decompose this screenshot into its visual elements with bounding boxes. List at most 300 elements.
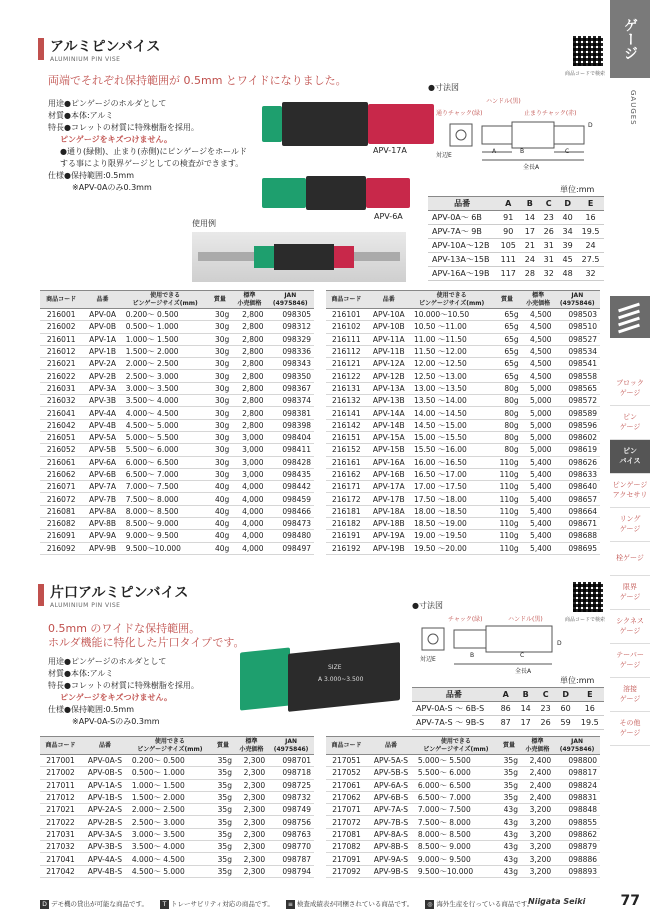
table-cell: 35g (211, 828, 235, 840)
table-cell: APV-0A〜 6B (428, 211, 496, 225)
table-row (40, 828, 314, 840)
table-cell: 65g (492, 321, 521, 333)
table-cell: 32 (539, 267, 558, 281)
table-cell: 3,200 (521, 853, 554, 865)
legend-icon: D (40, 900, 49, 909)
table-cell: 30g (207, 309, 232, 321)
table-cell: 87 (496, 716, 516, 730)
table-cell: 098589 (555, 407, 600, 419)
table-cell: 098510 (555, 321, 600, 333)
table-cell: 217051 (326, 755, 367, 767)
footer-legend-item: T トレーサビリティ対応の商品です。 (160, 899, 274, 909)
table-row (40, 779, 314, 791)
table-header: 品番 (367, 291, 411, 309)
table-cell: 217031 (40, 828, 81, 840)
table-cell: 5,400 (522, 530, 555, 542)
table-cell: 3,000 (232, 456, 266, 468)
table-cell: 31 (539, 239, 558, 253)
table-cell: 5,000 (522, 444, 555, 456)
table-cell: 30g (207, 444, 232, 456)
table-row (326, 816, 600, 828)
side-category-english: GAUGES (629, 90, 637, 126)
section1-subtitle: ALUMINIUM PIN VISE (50, 56, 121, 63)
table-cell: 098886 (554, 853, 600, 865)
table-row (326, 456, 600, 468)
table-cell: 4.000〜 4.500 (129, 853, 211, 865)
table-cell: 5.500〜 6.000 (415, 767, 497, 779)
table-cell: 216142 (326, 419, 367, 431)
table-cell: 40g (207, 518, 232, 530)
table-cell: 216102 (326, 321, 367, 333)
table-cell: 098336 (267, 345, 314, 357)
table-cell: 43g (497, 828, 521, 840)
table-cell: APV-6B-S (367, 791, 415, 803)
table-cell: 6.500〜 7.000 (123, 468, 208, 480)
table-cell: 3.500〜 4.000 (129, 841, 211, 853)
table-header: JAN (4975846) (268, 737, 314, 755)
table-row (326, 407, 600, 419)
table-cell: 098725 (268, 779, 314, 791)
table-cell: 30g (207, 321, 232, 333)
table-cell: APV-0B-S (81, 767, 129, 779)
table-row (326, 345, 600, 357)
diagram-label: ハンドル(黒) (508, 616, 543, 623)
table-header: 標準 小売価格 (232, 291, 266, 309)
table-cell: 4,500 (522, 309, 555, 321)
table-cell: 0.200〜 0.500 (123, 309, 208, 321)
table-cell: 2.000〜 2.500 (129, 804, 211, 816)
table-cell: 40g (207, 542, 232, 554)
table-cell: 14.00 〜14.50 (411, 407, 492, 419)
table-cell: APV-4B-S (81, 865, 129, 877)
table-row (40, 395, 314, 407)
diagram-label: 対辺E (436, 152, 452, 159)
table-cell: 7.500〜 8.000 (123, 493, 208, 505)
table-cell: 216072 (40, 493, 82, 505)
table-cell: 0.500〜 1.000 (129, 767, 211, 779)
diagram-label: C (565, 148, 570, 155)
table-cell: 110g (492, 481, 521, 493)
brand-logo: Niigata Seiki (528, 897, 586, 906)
table-cell: 0.500〜 1.000 (123, 321, 208, 333)
table-cell: APV-7A-S 〜 9B-S (412, 716, 496, 730)
section1-title: アルミピンバイス (50, 39, 161, 55)
table-row (40, 865, 314, 877)
table-cell: 65g (492, 370, 521, 382)
table-cell: 216171 (326, 481, 367, 493)
page-number: 77 (620, 893, 640, 909)
table-cell: 217071 (326, 804, 367, 816)
dimension-table (412, 687, 604, 730)
table-cell: 86 (496, 702, 516, 716)
table-cell: 110g (492, 493, 521, 505)
table-row (40, 358, 314, 370)
diagram-label: D (588, 122, 593, 129)
table-cell: 7.000〜 7.500 (123, 481, 208, 493)
table-cell: 8.000〜 8.500 (123, 505, 208, 517)
table-cell: 2,800 (232, 370, 266, 382)
table-cell: 2,300 (235, 779, 268, 791)
table-header: 品番 (81, 737, 129, 755)
table-cell: 5.000〜 5.500 (123, 431, 208, 443)
table-row (428, 239, 604, 253)
table-cell: APV-9B-S (367, 865, 415, 877)
table-row (40, 530, 314, 542)
table-row (40, 407, 314, 419)
table-cell: 30g (207, 358, 232, 370)
photo-label: APV-6A (374, 212, 403, 221)
table-cell: APV-5B (82, 444, 122, 456)
table-cell: 60 (556, 702, 576, 716)
table-cell: 098503 (555, 309, 600, 321)
table-cell: 65g (492, 309, 521, 321)
spec-note: ※APV-0A-Sのみ0.3mm (72, 717, 160, 726)
table-cell: 40g (207, 530, 232, 542)
table-cell: 117 (496, 267, 520, 281)
table-cell: 217042 (40, 865, 81, 877)
table-cell: 35g (497, 767, 521, 779)
unit-label: 単位:mm (560, 185, 595, 194)
table-cell: APV-12A (367, 358, 411, 370)
table-cell: 34 (558, 225, 577, 239)
table-row (40, 791, 314, 803)
table-cell: 2,300 (235, 791, 268, 803)
side-nav-item[interactable]: その他 ゲージ (610, 712, 650, 746)
table-row (40, 444, 314, 456)
table-cell: APV-18B (367, 518, 411, 530)
side-nav-item[interactable]: ピンゲージ アクセサリ (610, 474, 650, 508)
diagram-label: B (520, 148, 525, 155)
table-cell: 32 (577, 267, 604, 281)
table-cell: 216162 (326, 468, 367, 480)
table-cell: 216181 (326, 505, 367, 517)
table-cell: 2,300 (235, 828, 268, 840)
table-cell: APV-13A〜15B (428, 253, 496, 267)
table-cell: 098565 (555, 382, 600, 394)
side-nav-item[interactable]: ピン ゲージ (610, 406, 650, 440)
table-row (326, 419, 600, 431)
table-cell: 098688 (555, 530, 600, 542)
table-cell: 098664 (555, 505, 600, 517)
table-row (326, 828, 600, 840)
table-cell: 65g (492, 358, 521, 370)
table-cell: 12.00 〜12.50 (411, 358, 492, 370)
table-cell: 2,300 (235, 853, 268, 865)
table-cell: 17.50 〜18.00 (411, 493, 492, 505)
table-cell: APV-0A (82, 309, 122, 321)
table-row (40, 518, 314, 530)
section2-title: 片口アルミピンバイス (50, 585, 189, 601)
footer-legend (40, 899, 533, 909)
table-cell: 098893 (554, 865, 600, 877)
table-cell: 26 (539, 225, 558, 239)
table-cell: 8.500〜 9.000 (415, 841, 497, 853)
table-cell: 6.500〜 7.000 (415, 791, 497, 803)
table-cell: APV-6A (82, 456, 122, 468)
table-cell: 098398 (267, 419, 314, 431)
table-cell: APV-12B (367, 370, 411, 382)
table-cell: 4,500 (522, 345, 555, 357)
table-cell: 5,000 (522, 407, 555, 419)
table-cell: 3.000〜 3.500 (123, 382, 208, 394)
table-cell: 110g (492, 505, 521, 517)
table-cell: 217061 (326, 779, 367, 791)
table-cell: 30g (207, 456, 232, 468)
table-cell: 43g (497, 816, 521, 828)
photo-size-text: SIZE (328, 664, 342, 671)
table-cell: 098640 (555, 481, 600, 493)
table-cell: 2,800 (232, 321, 266, 333)
table-cell: APV-0A-S 〜 6B-S (412, 702, 496, 716)
table-cell: 40g (207, 493, 232, 505)
table-cell: APV-7B (82, 493, 122, 505)
diagram-title: ●寸法図 (428, 83, 459, 92)
table-cell: 2,400 (521, 755, 554, 767)
table-row (40, 493, 314, 505)
table-header: 商品コード (40, 737, 81, 755)
qr-code-icon[interactable] (573, 36, 603, 66)
table-header: 質量 (497, 737, 521, 755)
table-cell: 110g (492, 542, 521, 554)
table-row (428, 211, 604, 225)
product-table (40, 290, 314, 555)
table-cell: 098602 (555, 431, 600, 443)
table-cell: 2,800 (232, 382, 266, 394)
table-cell: 098862 (554, 828, 600, 840)
table-cell: 2,300 (235, 841, 268, 853)
section2-lead: ホルダ機能に特化した片口タイプです。 (48, 636, 245, 649)
table-cell: 0.200〜 0.500 (129, 755, 211, 767)
table-cell: 14 (520, 211, 539, 225)
table-cell: 9.000〜 9.500 (415, 853, 497, 865)
table-cell: 3,200 (521, 828, 554, 840)
side-nav-item[interactable]: ブロック ゲージ (610, 372, 650, 406)
table-cell: APV-19A (367, 530, 411, 542)
table-header: 商品コード (326, 737, 367, 755)
table-cell: 5,400 (522, 493, 555, 505)
table-cell: 098749 (268, 804, 314, 816)
table-cell: 098381 (267, 407, 314, 419)
table-header: C (539, 197, 558, 211)
table-row (326, 841, 600, 853)
table-cell: 45 (558, 253, 577, 267)
table-cell: 6.000〜 6.500 (123, 456, 208, 468)
table-cell: 35g (497, 755, 521, 767)
side-nav-item[interactable]: リング ゲージ (610, 508, 650, 542)
table-cell: APV-3A-S (81, 828, 129, 840)
table-cell: 098350 (267, 370, 314, 382)
table-cell: 098534 (555, 345, 600, 357)
table-cell: APV-14B (367, 419, 411, 431)
spec-line: 用途●ピンゲージのホルダとして (48, 99, 167, 108)
table-cell: 098435 (267, 468, 314, 480)
legend-icon: ≡ (287, 901, 293, 908)
table-row (326, 779, 600, 791)
table-cell: 4,000 (232, 530, 266, 542)
table-header: 質量 (207, 291, 232, 309)
photo-size-text: A 3.000~3.500 (318, 676, 364, 683)
side-nav-item[interactable]: 溶接 ゲージ (610, 678, 650, 712)
table-row (40, 456, 314, 468)
table-cell: 098770 (268, 841, 314, 853)
table-header: A (496, 197, 520, 211)
table-row (326, 395, 600, 407)
table-cell: 098428 (267, 456, 314, 468)
side-nav-item[interactable]: シクネス ゲージ (610, 610, 650, 644)
side-nav-item[interactable]: 栓ゲージ (610, 542, 650, 576)
table-cell: 14.50 〜15.00 (411, 419, 492, 431)
table-cell: 19.5 (577, 225, 604, 239)
table-cell: 65g (492, 345, 521, 357)
table-row (40, 333, 314, 345)
table-cell: APV-1A-S (81, 779, 129, 791)
table-cell: 24 (520, 253, 539, 267)
table-cell: APV-9A-S (367, 853, 415, 865)
diagram-label: 全長A (515, 668, 532, 675)
table-cell: APV-0B (82, 321, 122, 333)
table-cell: 35g (211, 853, 235, 865)
table-cell: 216031 (40, 382, 82, 394)
table-cell: 217081 (326, 828, 367, 840)
table-cell: 216192 (326, 542, 367, 554)
table-header: E (576, 688, 604, 702)
table-row (40, 853, 314, 865)
table-cell: 43g (497, 841, 521, 853)
table-cell: 098374 (267, 395, 314, 407)
table-cell: 9.500〜10.000 (123, 542, 208, 554)
table-row (326, 444, 600, 456)
table-cell: APV-17A (367, 481, 411, 493)
table-cell: 10.000〜10.50 (411, 309, 492, 321)
table-cell: 39 (558, 239, 577, 253)
table-cell: 2,800 (232, 345, 266, 357)
legend-icon: T (160, 900, 169, 909)
diagram-label: 対辺E (420, 656, 436, 663)
side-nav (610, 372, 650, 746)
table-cell: 65g (492, 333, 521, 345)
table-header: 標準 小売価格 (521, 737, 554, 755)
table-row (326, 865, 600, 877)
table-cell: 2,400 (521, 791, 554, 803)
table-cell: 3.500〜 4.000 (123, 395, 208, 407)
table-cell: 35g (211, 779, 235, 791)
table-cell: 098626 (555, 456, 600, 468)
table-cell: 098701 (268, 755, 314, 767)
table-cell: APV-2B (82, 370, 122, 382)
table-cell: APV-1B (82, 345, 122, 357)
diagram-label: ハンドル(黒) (486, 98, 521, 105)
table-cell: 1.000〜 1.500 (129, 779, 211, 791)
table-cell: 216001 (40, 309, 82, 321)
table-cell: 098671 (555, 518, 600, 530)
table-cell: 2,800 (232, 309, 266, 321)
table-cell: 217072 (326, 816, 367, 828)
section2-subtitle: ALUMINIUM PIN VISE (50, 602, 121, 609)
table-cell: APV-16A (367, 456, 411, 468)
table-row (326, 321, 600, 333)
table-cell: 5,400 (522, 481, 555, 493)
table-cell: APV-4B (82, 419, 122, 431)
side-nav-item[interactable]: ピン バイス (610, 440, 650, 474)
table-cell: 098480 (267, 530, 314, 542)
table-cell: APV-17B (367, 493, 411, 505)
table-cell: 098657 (555, 493, 600, 505)
table-cell: 1.000〜 1.500 (123, 333, 208, 345)
table-cell: 216122 (326, 370, 367, 382)
table-row (40, 481, 314, 493)
table-row (40, 419, 314, 431)
table-cell: 217012 (40, 791, 81, 803)
spec-line: 仕様●保持範囲:0.5mm (48, 171, 134, 180)
table-row (412, 716, 604, 730)
table-cell: 098633 (555, 468, 600, 480)
table-cell: 18.00 〜18.50 (411, 505, 492, 517)
table-cell: 14 (516, 702, 536, 716)
spec-line: 用途●ピンゲージのホルダとして (48, 657, 167, 666)
table-cell: 35g (211, 791, 235, 803)
table-row (326, 431, 600, 443)
diagram-label: D (557, 640, 562, 647)
table-cell: 4.000〜 4.500 (123, 407, 208, 419)
table-cell: 216112 (326, 345, 367, 357)
table-cell: APV-16B (367, 468, 411, 480)
table-header: JAN (4975846) (555, 291, 600, 309)
diagram-label: チャック(緑) (448, 616, 483, 623)
table-cell: 3,200 (521, 865, 554, 877)
footer-legend-item: D デモ機の貸出が可能な商品です。 (40, 899, 148, 909)
table-cell: 43g (497, 853, 521, 865)
table-row (326, 493, 600, 505)
table-cell: 5,400 (522, 468, 555, 480)
table-cell: 216061 (40, 456, 82, 468)
table-cell: 216191 (326, 530, 367, 542)
table-cell: 216151 (326, 431, 367, 443)
table-cell: 217032 (40, 841, 81, 853)
unit-label: 単位:mm (560, 676, 595, 685)
table-header: 使用できる ピンゲージサイズ(mm) (415, 737, 497, 755)
table-cell: 098572 (555, 395, 600, 407)
table-cell: 216012 (40, 345, 82, 357)
table-cell: 4,000 (232, 542, 266, 554)
table-cell: 21 (520, 239, 539, 253)
table-row (326, 518, 600, 530)
table-cell: 17.00 〜17.50 (411, 481, 492, 493)
dimension-diagram (412, 612, 592, 674)
side-nav-item[interactable]: テーパー ゲージ (610, 644, 650, 678)
table-cell: 9.000〜 9.500 (123, 530, 208, 542)
spec-line: 仕様●保持範囲:0.5mm (48, 705, 134, 714)
table-cell: 30g (207, 395, 232, 407)
side-nav-item[interactable]: 限界 ゲージ (610, 576, 650, 610)
qr-code-icon[interactable] (573, 582, 603, 612)
table-cell: APV-7A〜 9B (428, 225, 496, 239)
table-row (40, 804, 314, 816)
table-cell: 13.50 〜14.00 (411, 395, 492, 407)
table-cell: 3,000 (232, 444, 266, 456)
table-cell: APV-14A (367, 407, 411, 419)
table-cell: 43g (497, 865, 521, 877)
table-row (326, 358, 600, 370)
table-cell: 16 (577, 211, 604, 225)
table-row (326, 542, 600, 554)
table-cell: 098763 (268, 828, 314, 840)
table-cell: APV-2A-S (81, 804, 129, 816)
table-cell: 098718 (268, 767, 314, 779)
table-cell: 28 (520, 267, 539, 281)
table-cell: 216141 (326, 407, 367, 419)
table-cell: 19.00 〜19.50 (411, 530, 492, 542)
table-cell: 216091 (40, 530, 82, 542)
